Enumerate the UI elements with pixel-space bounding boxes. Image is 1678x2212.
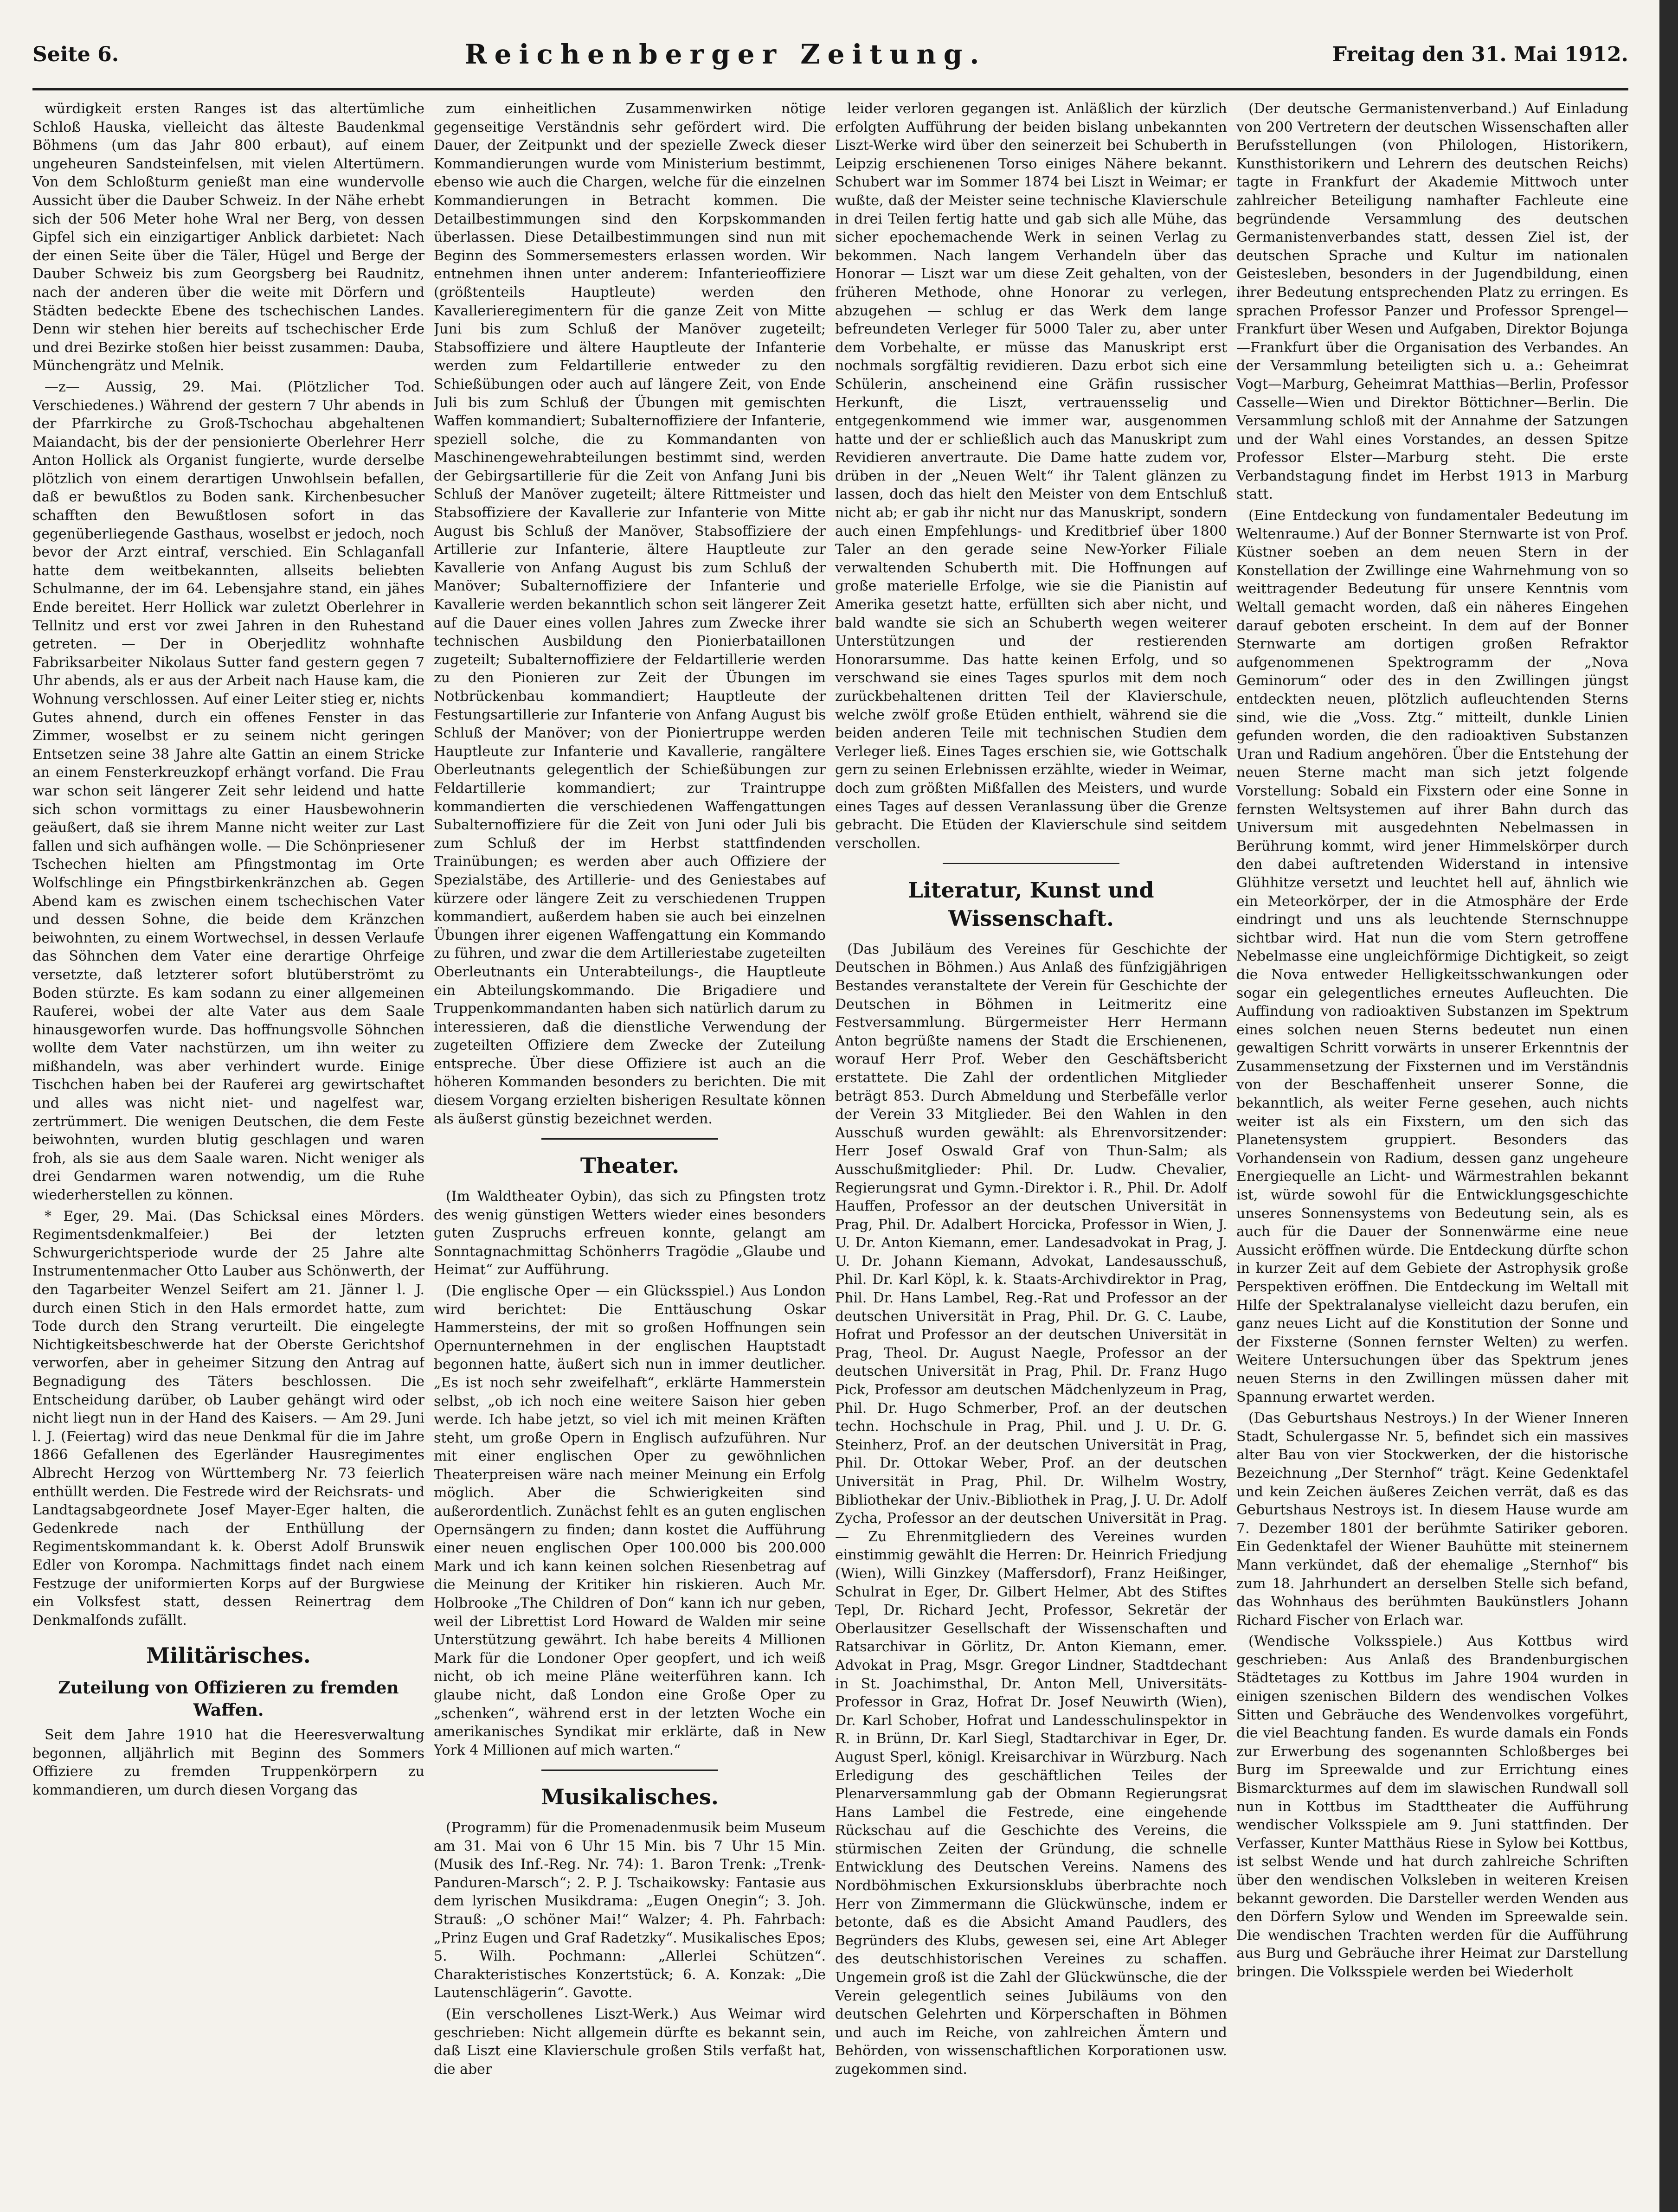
article-paragraph: leider verloren gegangen ist. Anläßlich der kürzlich erfolgten Aufführung der beiden bislang unbekannten Liszt-Werke wird über den seinerzeit bei Schuberth in Leipzig erschienenen Torso einiges Nähere bekannt. Schubert war im Sommer 1874 bei Liszt in Weimar; er wußte, daß der Meister seine technische Klavierschule in drei Teilen fertig hatte und gab sich alle Mühe, das sicher epochemachende Werk in seinen Verlag zu bekommen. Nach langem Verhandeln über das Honorar — Liszt war um diese Zeit gehalten, von der früheren Methode, ohne Honorar zu verlegen, abzugehen — schlug er das Werk dem lange befreundeten Verleger für 5000 Taler zu, aber unter dem Vorbehalte, er müsse das Manuskript erst nochmals sorgfältig revidieren. Dazu erbot sich eine Schülerin, anscheinend eine Gräfin russischer Herkunft, die Liszt, vertrauensselig und entgegenkommend wie immer war, ausgenommen hatte und der er schließlich auch das Manuskript zum Revidieren anvertraute. Die Dame hatte zudem vor, drüben in der „Neuen Welt“ ihr Talent glänzen zu lassen, doch das hielt den Meister von dem Entschluß nicht ab; er gab ihr nicht nur das Manuskript, sondern auch einen Empfehlungs- und Kreditbrief über 1800 Taler an den gerade seine New-Yorker Filiale verwaltenden Schuberth mit. Die Hoffnungen auf große materielle Erfolge, wie sie die Pianistin auf Amerika gesetzt hatte, erfüllten sich aber nicht, und bald wandte sie sich an Schuberth wegen weiterer Unterstützungen und der restierenden Honorarsumme. Das hatte keinen Erfolg, und so verschwand sie eines Tages spurlos mit dem noch zurückbehaltenen dritten Teil der Klavierschule, welche zwölf große Etüden enthielt, während sie die beiden anderen Teile mit technischen Studien dem Verleger ließ. Eines Tages erschien sie, wie Gottschalk gern zu seinen Erlebnissen erzählte, wieder in Weimar, doch zum größten Mißfallen des Meisters, und wurde eines Tages auf dessen Veranlassung über die Grenze gebracht. Die Etüden der Klavierschule sind seitdem verschollen. bbox=[835, 101, 1227, 852]
section-heading-music: Musikalisches. bbox=[541, 1784, 719, 1810]
column-1 bbox=[32, 100, 424, 2187]
section-heading-theater: Theater. bbox=[580, 1153, 680, 1179]
section-divider bbox=[541, 1138, 718, 1140]
article-paragraph: (Programm) für die Promenadenmusik beim Museum am 31. Mai von 6 Uhr 15 Min. bis 7 Uhr 15 Min. (Musik des Inf.-Reg. Nr. 74): 1. Baron Trenk: „Trenk-Panduren-Marsch“; 2. P. J. Tschaikowsky: Fantasie aus dem lyrischen Musikdrama: „Eugen Onegin“; 3. Joh. Strauß: „O schöner Mai!“ Walzer; 4. Ph. Fahrbach: „Prinz Eugen und Graf Radetzky“. Musikalisches Epos; 5. Wilh. Pochmann: „Allerlei Schützen“. Charakteristisches Konzertstück; 6. A. Konzak: „Die Lautenschlägerin“. Gavotte. bbox=[434, 1820, 826, 2001]
column-3 bbox=[835, 100, 1227, 2187]
article-paragraph: zum einheitlichen Zusammenwirken nötige gegenseitige Verständnis sehr gefördert wird. Die Dauer, der Zeitpunkt und der spezielle Zweck dieser Kommandierungen wurde vom Ministerium bestimmt, ebenso wie auch die Chargen, welche für die einzelnen Kommandierungen in Betracht kommen. Die Detailbestimmungen sind den Korpskommanden überlassen. Diese Detailbestimmungen sind nun mit Beginn des Sommersemesters erlassen worden. Wir entnehmen ihnen unter anderem: Infanterieoffiziere (größtenteils Hauptleute) werden den Kavallerieregimentern für die ganze Zeit von Mitte Juni bis zum Schluß der Manöver zugeteilt; Stabsoffiziere und ältere Hauptleute der Infanterie werden zum Feldartillerie entweder zu den Schießübungen oder auch auf längere Zeit, von Ende Juli bis zum Schluß der Übungen mit gemischten Waffen kommandiert; Subalternoffiziere der Infanterie, speziell solche, die zu Kommandanten von Maschinengewehrabteilungen bestimmt sind, werden der Gebirgsartillerie für die Zeit von Anfang Juni bis Schluß der Manöver zugeteilt; ältere Rittmeister und Stabsoffiziere der Kavallerie zur Infanterie von Mitte August bis Schluß der Manöver, Stabsoffiziere der Artillerie zur Infanterie, ältere Hauptleute zur Kavallerie von Anfang August bis zum Schluß der Manöver; Subalternoffiziere der Infanterie und Kavallerie werden bekanntlich schon seit längerer Zeit auf die Dauer eines vollen Jahres zum Zwecke ihrer technischen Ausbildung den Pionierbataillonen zugeteilt; Subalternoffiziere der Feldartillerie werden zu den Pionieren zur Zeit der Übungen im Notbrückenbau kommandiert; Hauptleute der Festungsartillerie zur Infanterie von Anfang August bis Schluß der Manöver; von der Pioniertruppe werden Hauptleute zur Infanterie und Kavallerie, rangältere Oberleutnants gelegentlich der Schießübungen zur Feldartillerie kommandiert; zur Traintruppe kommandierten die verschiedenen Waffengattungen Subalternoffiziere für die Zeit von Juni oder Juli bis zum Schluß der im Herbst stattfindenden Trainübungen; es werden aber auch Offiziere der Spezialstäbe, des Artillerie- und des Geniestabes auf kürzere oder längere Zeit zu verschiedenen Truppen kommandiert, außerdem haben sie auch bei einzelnen Übungen ihrer eigenen Waffengattung ein Kommando zu führen, und zwar die dem Artilleriestabe zugeteilten Oberleutnants ein Unterabteilungs-, die Hauptleute ein Abteilungskommando. Die Brigadiere und Truppenkommandanten haben sich natürlich darum zu interessieren, daß die dienstliche Verwendung der zugeteilten Offiziere dem Zwecke der Zuteilung entspreche. Über diese Offiziere ist auch an die höheren Kommanden besonders zu berichten. Die mit diesem Vorgang erzielten bisherigen Resultate können als äußerst günstig bezeichnet werden. bbox=[434, 101, 826, 1127]
article-paragraph: * Eger, 29. Mai. (Das Schicksal eines Mörders. Regimentsdenkmalfeier.) Bei der letzten Schwurgerichtsperiode wurde der 25 Jahre alte Instrumentenmacher Otto Lauber aus Schönwerth, der den Tagarbeiter Wenzel Seifert am 21. Jänner l. J. durch einen Stich in den Hals ermordet hatte, zum Tode durch den Strang verurteilt. Die eingelegte Nichtigkeitsbeschwerde hat der Oberste Gerichtshof verworfen, aber in geheimer Sitzung den Antrag auf Begnadigung des Täters beschlossen. Die Entscheidung darüber, ob Lauber gehängt wird oder nicht liegt nun in der Hand des Kaisers. — Am 29. Juni l. J. (Feiertag) wird das neue Denkmal für die im Jahre 1866 Gefallenen des Egerländer Hausregimentes Albrecht Herzog von Württemberg Nr. 73 feierlich enthüllt werden. Die Festrede wird der Reichsrats- und Landtagsabgeordnete Josef Mayer-Eger halten, die Gedenkrede nach der Enthüllung der Regimentskommandant k. k. Oberst Adolf Brunswik Edler von Korompa. Nachmittags findet nach einem Festzuge der uniformierten Korps auf der Burgwiese ein Volksfest statt, dessen Reinertrag dem Denkmalfonds zufällt. bbox=[32, 1208, 424, 1629]
page-header bbox=[32, 24, 1628, 84]
section-divider bbox=[541, 1770, 718, 1771]
masthead: Reichenberger Zeitung. bbox=[464, 38, 987, 70]
article-paragraph: —z— Aussig, 29. Mai. (Plötzlicher Tod. Verschiedenes.) Während der gestern 7 Uhr abends in der Pfarrkirche zu Groß-Tschochau abgehaltenen Maiandacht, bis der der pensionierte Oberlehrer Herr Anton Hollick als Organist fungierte, wurde derselbe plötzlich von einem derartigen Unwohlsein befallen, daß er bewußtlos zu Boden sank. Kirchenbesucher schafften den Bewußtlosen sofort in das gegenüberliegende Gasthaus, woselbst er jedoch, noch bevor der Arzt eintraf, verschied. Ein Schlaganfall hatte dem weitbekannten, allseits beliebten Schulmanne, der im 64. Lebensjahre stand, ein jähes Ende bereitet. Herr Hollick war zuletzt Oberlehrer in Tellnitz und erst vor zwei Jahren in den Ruhestand getreten. — Der in Oberjedlitz wohnhafte Fabriksarbeiter Nikolaus Sutter fand gestern gegen 7 Uhr abends, als er aus der Arbeit nach Hause kam, die Wohnung verschlossen. Auf einer Leiter stieg er, nichts Gutes ahnend, durch ein offenes Fenster in das Zimmer, woselbst er zu seinem nicht geringen Entsetzen seine 38 Jahre alte Gattin an einem Stricke an einem Fensterkreuzkopf erhängt vorfand. Die Frau war schon seit längerer Zeit sehr leidend und hatte sich schon vormittags zu einer Hausbewohnerin geäußert, daß sie ihrem Manne nicht weiter zur Last fallen und sich aufhängen wolle. — Die Schönpriesener Tschechen hielten am Pfingstmontag im Orte Wolfschlinge ein Pfingstbirkenkränzchen ab. Gegen Abend kam es zwischen einem tschechischen Vater und dessen Sohne, die beide dem Kränzchen beiwohnten, zu einem Wortwechsel, in dessen Verlaufe das Söhnchen dem Vater eine derartige Ohrfeige versetzte, daß letzterer sofort blutüberströmt zu Boden stürzte. Es kam sodann zu einer allgemeinen Rauferei, wobei der alte Vater aus dem Saale hinausgeworfen wurde. Das hoffnungsvolle Söhnchen wollte dem Vater nachstürzen, um ihn weiter zu mißhandeln, was aber verhindert wurde. Einige Tischchen haben bei der Rauferei arg gewirtschaftet und alles was nicht niet- und nagelfest war, zertrümmert. Die wenigen Deutschen, die dem Feste beiwohnten, wurden blutig geschlagen und waren froh, als sie aus dem Saale waren. Nicht weniger als drei Gendarmen waren notwendig, um die Ruhe wiederherstellen zu können. bbox=[32, 378, 424, 1204]
section-heading-literature: Literatur, Kunst und Wissenschaft. bbox=[908, 878, 1154, 931]
article-paragraph: (Der deutsche Germanistenverband.) Auf Einladung von 200 Vertretern der deutschen Wissenschaften aller Berufsstellungen (von Philologen, Historikern, Kunsthistorikern und Lehrern des deutschen Reichs) tagte in Frankfurt der Akademie Mittwoch unter zahlreicher Beteiligung namhafter Fachleute eine begründende Versammlung des deutschen Germanistenverbandes statt, dessen Ziel ist, der deutschen Sprache und Kultur im nationalen Geistesleben, besonders in der Jugendbildung, einen ihrer Bedeutung entsprechenden Platz zu erringen. Es sprachen Professor Panzer und Professor Sprengel—Frankfurt über Wesen und Aufgaben, Direktor Bojunga—Frankfurt über die Organisation des Verbandes. An der Versammlung beteiligten sich u. a.: Geheimrat Vogt—Marburg, Geheimrat Matthias—Berlin, Professor Casselle—Wien und Direktor Böttichner—Berlin. Die Versammlung schloß mit der Annahme der Satzungen und der Wahl eines Vorstandes, an dessen Spitze Professor Elster—Marburg steht. Die erste Verbandstagung findet im Herbst 1913 in Marburg statt. bbox=[1236, 101, 1628, 503]
section-heading-military: Militärisches. bbox=[146, 1643, 311, 1668]
section-divider bbox=[943, 863, 1119, 864]
article-paragraph: (Wendische Volksspiele.) Aus Kottbus wird geschrieben: Aus Anlaß des Brandenburgischen Städtetages zu Kottbus im Jahre 1904 wurden in einigen szenischen Bildern des wendischen Volkes Sitten und Gebräuche des Wendenvolkes vorgeführt, die viel Beachtung fanden. Es wurde damals ein Fonds zur Erwerbung des sogenannten Schloßberges bei Burg im Spreewalde und zur Errichtung eines Bismarckturmes auf dem im slawischen Rundwall soll nun in Kottbus im Stadttheater die Aufführung wendischer Volksspiele am 9. Juni stattfinden. Der Verfasser, Kunter Matthäus Riese in Sylow bei Kottbus, ist selbst Wende und hat durch zahlreiche Schriften über den wendischen Volksleben in weiteren Kreisen bekannt geworden. Die Darsteller werden Wenden aus den Dörfern Sylow und Wenden im Spreewalde sein. Die wendischen Trachten werden für die Aufführung aus Burg und Gebräuche ihrer Heimat zur Darstellung bringen. Die Volksspiele werden bei Wiederholt bbox=[1236, 1633, 1628, 1980]
article-paragraph: würdigkeit ersten Ranges ist das altertümliche Schloß Hauska, vielleicht das älteste Baudenkmal Böhmens (um das Jahr 800 erbaut), auf einem ungeheuren Sandsteinfelsen, mit vielen Altertümern. Von dem Schloßturm genießt man eine wundervolle Aussicht über die Dauber Schweiz. In der Nähe erhebt sich der 506 Meter hohe Wral ner Berg, von dessen Gipfel sich ein einzigartiger Anblick darbietet: Nach der einen Seite über die Täler, Hügel und Berge der Dauber Schweiz bis zum Georgsberg bei Raudnitz, nach der anderen über die weite mit Dörfern und Städten bedeckte Ebene des tschechischen Landes. Denn wir stehen hier bereits auf tschechischer Erde und drei Bezirke stoßen hier beisst zusammen: Dauba, Münchengrätz und Melnik. bbox=[32, 101, 424, 374]
scan-edge bbox=[1659, 0, 1678, 2212]
article-columns bbox=[32, 100, 1628, 2187]
column-4 bbox=[1236, 100, 1628, 2187]
header-rule bbox=[32, 88, 1628, 90]
article-paragraph: Seit dem Jahre 1910 hat die Heeresverwaltung begonnen, alljährlich mit Beginn des Sommers Offiziere zu fremden Truppenkörpern zu kommandieren, um durch diesen Vorgang das bbox=[32, 1727, 424, 1798]
article-paragraph: (Die englische Oper — ein Glücksspiel.) Aus London wird berichtet: Die Enttäuschung Oskar Hammersteins, der mit so großen Hoffnungen sein Opernunternehmen in der englischen Hauptstadt begonnen hatte, äußert sich nun in immer deutlicher. „Es ist noch sehr zweifelhaft“, erklärte Hammerstein selbst, „ob ich noch eine weitere Saison hier geben werde. Ich habe jetzt, so viel ich mit meinen Kräften steht, um große Opern in Englisch aufzuführen. Nur mit einer englischen Oper zu gewöhnlichen Theaterpreisen wäre nach meiner Meinung ein Erfolg möglich. Aber die Schwierigkeiten sind außerordentlich. Zunächst fehlt es an guten englischen Opernsängern zu finden; dann kostet die Aufführung einer neuen englischen Oper 100.000 bis 200.000 Mark und ich kann keinen solchen Riesenbetrag auf die Meinung der Kritiker hin riskieren. Auch Mr. Holbrooke „The Children of Don“ kann ich nur geben, weil der Librettist Lord Howard de Walden mir seine Unterstützung gewährt. Ich habe bereits 4 Millionen Mark für die Londoner Oper geopfert, und ich weiß nicht, ob ich meine Pläne weiterführen kann. Ich glaube nicht, daß London eine Große Oper zu „schenken“, während erst in der letzten Woche ein amerikanisches Syndikat mir erklärte, daß in New York 4 Millionen auf mich warten.“ bbox=[434, 1282, 826, 1758]
page-number: Seite 6. bbox=[32, 42, 119, 66]
article-paragraph: (Das Jubiläum des Vereines für Geschichte der Deutschen in Böhmen.) Aus Anlaß des fünfzigjährigen Bestandes veranstaltete der Verein für Geschichte der Deutschen in Böhmen in Leitmeritz eine Festversammlung. Bürgermeister Herr Hermann Anton begrüßte namens der Stadt die Erschienenen, worauf Herr Prof. Weber den Geschäftsbericht erstattete. Die Zahl der ordentlichen Mitglieder beträgt 853. Durch Abmeldung und Sterbefälle verlor der Verein 33 Mitglieder. Bei den Wahlen in den Ausschuß wurden gewählt: als Ehrenvorsitzender: Herr Josef Oswald Graf von Thun-Salm; als Ausschußmitglieder: Phil. Dr. Ludw. Chevalier, Regierungsrat und Gymn.-Direktor i. R., Phil. Dr. Adolf Hauffen, Professor an der deutschen Universität in Prag, Phil. Dr. Adalbert Horcicka, Professor in Wien, J. U. Dr. Anton Kiemann, emer. Landesadvokat in Prag, J. U. Dr. Johann Kiemann, Advokat, Landesausschuß, Phil. Dr. Karl Köpl, k. k. Staats-Archivdirektor in Prag, Phil. Dr. Hans Lambel, Reg.-Rat und Professor an der deutschen Universität in Prag, Phil. Dr. G. C. Laube, Hofrat und Professor an der deutschen Universität in Prag, Theol. Dr. August Naegle, Professor an der deutschen Universität in Prag, Phil. Dr. Franz Hugo Pick, Professor am deutschen Mädchenlyzeum in Prag, Phil. Dr. Hugo Schmerber, Prof. an der deutschen techn. Hochschule in Prag, Phil. und J. U. Dr. G. Steinherz, Prof. an der deutschen Universität in Prag, Phil. Dr. Ottokar Weber, Prof. an der deutschen Universität in Prag, Phil. Dr. Wilhelm Wostry, Bibliothekar der Univ.-Bibliothek in Prag, J. U. Dr. Adolf Zycha, Professor an der deutschen Universität in Prag. — Zu Ehrenmitgliedern des Vereines wurden einstimmig gewählt die Herren: Dr. Heinrich Friedjung (Wien), Willi Ginzkey (Maffersdorf), Franz Heißinger, Schulrat in Eger, Dr. Gilbert Helmer, Abt des Stiftes Tepl, Dr. Richard Jecht, Professor, Sekretär der Oberlausitzer Gesellschaft der Wissenschaften und Ratsarchivar in Görlitz, Dr. Anton Kiemann, emer. Advokat in Prag, Msgr. Gregor Lindner, Stadtdechant in St. Joachimsthal, Dr. Anton Mell, Universitäts-Professor in Graz, Hofrat Dr. Josef Neuwirth (Wien), Dr. Karl Schober, Hofrat und Landesschulinspektor in R. in Brünn, Dr. Karl Siegl, Stadtarchivar in Eger, Dr. August Sperl, königl. Kreisarchivar in Würzburg. Nach Erledigung des geschäftlichen Teiles der Plenarversammlung gab der Obmann Regierungsrat Hans Lambel die Festrede, eine eingehende Rückschau auf die Geschichte des Vereins, die stürmischen Zeiten der Gründung, die schnelle Entwicklung des Deutschen Vereins. Namens des Nordböhmischen Exkursionsklubs überbrachte noch Herr von Zimmermann die Glückwünsche, indem er betonte, daß es die Absicht Amand Paudlers, des Begründers des Klubs, gewesen sei, eine Art Ableger des deutschhistorischen Vereines zu schaffen. Ungemein groß ist die Zahl der Glückwünsche, die der Verein gelegentlich seines Jubiläums von den deutschen Gelehrten und Körperschaften in Böhmen und auch im Reiche, von zahlreichen Ämtern und Behörden, von wissenschaftlichen Korporationen usw. zugekommen sind. bbox=[835, 941, 1227, 2077]
article-paragraph: (Das Geburtshaus Nestroys.) In der Wiener Inneren Stadt, Schulergasse Nr. 5, befindet sich ein massives alter Bau von vier Stockwerken, der die historische Bezeichnung „Der Sternhof“ trägt. Keine Gedenktafel und kein Zeichen äußeres Zeichen verrät, daß es das Geburtshaus Nestroys ist. In diesem Hause wurde am 7. Dezember 1801 der berühmte Satiriker geboren. Ein Gedenktafel der Wiener Bauhütte mit steinernem Mann verkündet, daß der ehemalige „Sternhof“ bis zum 18. Jahrhundert an derselben Stelle sich befand, das Wohnhaus des berühmten Baukünstlers Johann Richard Fischer von Erlach war. bbox=[1236, 1410, 1628, 1629]
article-heading: Zuteilung von Offizieren zu fremden Waffen. bbox=[58, 1678, 399, 1720]
issue-date: Freitag den 31. Mai 1912. bbox=[1332, 42, 1628, 66]
column-2 bbox=[434, 100, 826, 2187]
article-paragraph: (Eine Entdeckung von fundamentaler Bedeutung im Weltenraume.) Auf der Bonner Sternwarte ist von Prof. Küstner soeben an dem neuen Stern in der Konstellation der Zwillinge eine Wahrnehmung von so weittragender Bedeutung für unsere Kenntnis vom Weltall gemacht worden, daß ein näheres Eingehen darauf geboten erscheint. In dem auf der Bonner Sternwarte am dortigen großen Refraktor aufgenommenen Spektrogramm der „Nova Geminorum“ oder des in den Zwillingen jüngst entdeckten neuen, plötzlich aufleuchtenden Sterns sind, wie die „Voss. Ztg.“ mitteilt, dunkle Linien gefunden worden, die den radioaktiven Substanzen Uran und Radium angehören. Über die Entstehung der neuen Sterne macht man sich jetzt folgende Vorstellung: Sobald ein Fixstern oder eine Sonne in fernsten Weltsystemen auf ihrer Bahn durch das Universum mit ausgedehnten Nebelmassen in Berührung kommt, wird jener Himmelskörper durch den dabei auftretenden Widerstand in intensive Glühhitze versetzt und leuchtet hell auf, ähnlich wie ein Meteorkörper, der in die Atmosphäre der Erde eindringt und uns als leuchtende Sternschnuppe sichtbar wird. Hat nun die vom Stern getroffene Nebelmasse eine ungleichförmige Dichtigkeit, so zeigt die Nova entweder Helligkeitsschwankungen oder sogar ein gelegentliches erneutes Aufleuchten. Die Auffindung von radioaktiven Substanzen im Spektrum eines solchen neuen Sterns bedeutet nun einen gewaltigen Schritt vorwärts in unserer Erkenntnis der Zusammensetzung der Fixsternen und im Verständnis von der Beschaffenheit unserer Sonne, die bekanntlich, als weiter Ferne gesehen, auch nichts weiter ist als ein Fixstern, um den sich das Planetensystem gruppiert. Besonders das Vorhandensein von Radium, dessen ganz ungeheure Energiequelle an Licht- und Wärmestrahlen bekannt ist, würde sowohl für die Entwicklungsgeschichte unseres Sonnensystems von Bedeutung sein, als es auch für die Dauer der Sonnenwärme eine neue Aussicht eröffnen würde. Die Entdeckung dürfte schon in kurzer Zeit auf dem Gebiete der Astrophysik große Perspektiven eröffnen. Die Entdeckung im Weltall mit Hilfe der Spektralanalyse vielleicht dazu berufen, ein ganz neues Licht auf die Konstitution der Sonne und der Fixsterne (Sonnen fernster Welten) zu werfen. Weitere Untersuchungen über das Spektrum jenes neuen Sterns in den Zwillingen müssen daher mit Spannung erwartet werden. bbox=[1236, 507, 1628, 1405]
article-paragraph: (Ein verschollenes Liszt-Werk.) Aus Weimar wird geschrieben: Nicht allgemein dürfte es bekannt sein, daß Liszt eine Klavierschule großen Stils verfaßt hat, die aber bbox=[434, 2006, 826, 2077]
article-paragraph: (Im Waldtheater Oybin), das sich zu Pfingsten trotz des wenig günstigen Wetters wieder eines besonders guten Zuspruchs erfreuen konnte, gelangt am Sonntagnachmittag Schönherrs Tragödie „Glaube und Heimat“ zur Aufführung. bbox=[434, 1188, 826, 1278]
